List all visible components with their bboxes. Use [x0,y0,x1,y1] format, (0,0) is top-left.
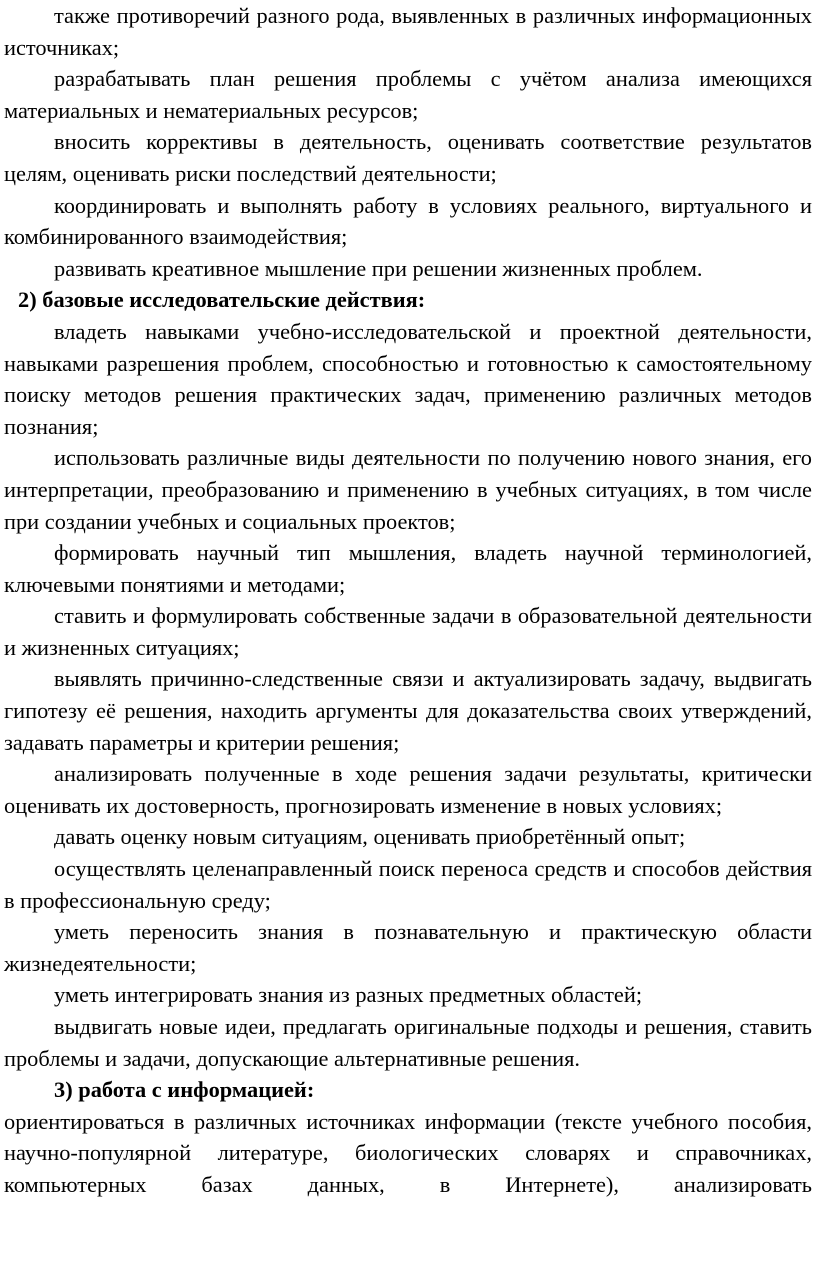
list-item: формировать научный тип мышления, владеть научной терминологией, ключевыми понятиями и методами; [4,540,812,597]
list-item: осуществлять целенаправленный поиск переноса средств и способов действия в профессиональную среду; [4,856,812,913]
paragraph: также противоречий разного рода, выявленных в различных информационных источниках; [4,3,812,60]
list-item: уметь переносить знания в познавательную и практическую области жизнедеятельности; [4,919,812,976]
paragraph: разрабатывать план решения проблемы с учётом анализа имеющихся материальных и нематериальных ресурсов; [4,66,812,123]
paragraph: ориентироваться в различных источниках информации (тексте учебного пособия, научно-популярной литературе, биологических словарях и справочниках, компьютерных базах данных, в Интернете), анализировать [4,1108,812,1197]
list-item: использовать различные виды деятельности по получению нового знания, его интерпретации, преобразованию и применению в учебных ситуациях, в том числе при создании учебных и социальных проектов; [4,445,812,534]
document-page [4,0,812,1201]
list-item: уметь интегрировать знания из разных предметных областей; [54,982,643,1008]
list-item: владеть навыками учебно-исследовательской и проектной деятельности, навыками разрешения проблем, способностью и готовностью к самостоятельному поиску методов решения практических задач, применению различных методов познания; [4,318,812,439]
list-item: анализировать полученные в ходе решения задачи результаты, критически оценивать их достоверность, прогнозировать изменение в новых условиях; [4,761,812,818]
list-item: выдвигать новые идеи, предлагать оригинальные подходы и решения, ставить проблемы и задачи, допускающие альтернативные решения. [4,1014,812,1071]
list-item: давать оценку новым ситуациям, оценивать приобретённый опыт; [54,824,686,850]
paragraph: вносить коррективы в деятельность, оценивать соответствие результатов целям, оценивать риски последствий деятельности; [4,129,812,186]
list-item: выявлять причинно-следственные связи и актуализировать задачу, выдвигать гипотезу её решения, находить аргументы для доказательства своих утверждений, задавать параметры и критерии решения; [4,666,812,755]
list-item: ставить и формулировать собственные задачи в образовательной деятельности и жизненных ситуациях; [4,603,812,660]
paragraph: координировать и выполнять работу в условиях реального, виртуального и комбинированного взаимодействия; [4,192,812,250]
section-heading-information: 3) работа с информацией: [54,1077,315,1103]
paragraph: развивать креативное мышление при решении жизненных проблем. [54,255,703,281]
section-heading-research: 2) базовые исследовательские действия: [18,287,426,313]
